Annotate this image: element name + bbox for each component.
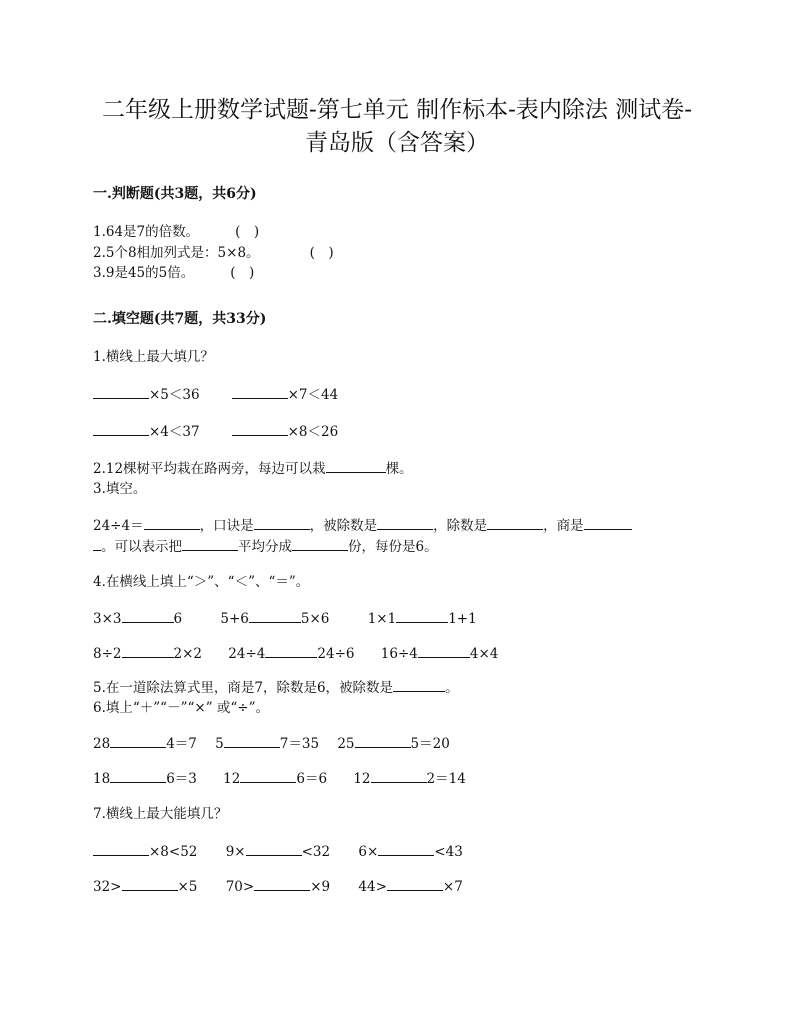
answer-blank[interactable] [93,421,149,436]
answer-blank[interactable] [249,608,301,623]
fill-q1-d: ×8＜26 [287,424,339,440]
answer-blank[interactable] [110,733,166,748]
fill-q6-row2 [93,768,466,789]
fill-q1-a: ×5＜36 [149,387,200,403]
title-line-2: 青岛版（含答案） [305,130,489,156]
answer-blank[interactable] [110,768,166,783]
operand-left: 5 [215,736,224,752]
judge-q1-text: 1.64是7的倍数。 [93,224,200,240]
answer-blank[interactable] [182,536,238,551]
ineq-right: <32 [301,844,331,860]
fill-q5-pre: 5.在一道除法算式里，商是7，除数是6，被除数是 [93,680,394,696]
fill-q1-row1 [93,384,338,405]
section2-heading: 二.填空题(共7题，共33分) [93,311,267,327]
section1-heading: 一.判断题(共3题，共6分) [93,186,257,202]
fill-q5 [93,677,459,698]
answer-blank[interactable] [144,515,200,530]
compare-right: 24÷6 [317,646,355,662]
judge-question-1 [93,222,259,242]
compare-right: 1+1 [448,611,477,627]
fill-q6-stem: 6.填上“＋”“－”“×” 或“÷”。 [93,700,270,716]
operand-right: 6＝6 [296,771,328,787]
answer-blank[interactable] [122,608,174,623]
judge-q2-paren[interactable]: ( ) [309,245,334,261]
fill-q1-row2 [93,421,338,442]
compare-right: 4×4 [469,646,499,662]
judge-q3-text: 3.9是45的5倍。 [93,265,195,281]
operand-left: 28 [93,736,111,752]
compare-right: 2×2 [173,646,202,662]
answer-blank[interactable] [396,608,448,623]
answer-blank[interactable] [292,536,348,551]
fill-q2-post: 棵。 [385,461,413,477]
compare-left: 3×3 [93,611,122,627]
operand-left: 12 [223,771,241,787]
judge-question-3 [93,263,254,283]
fill-q1-b: ×7＜44 [287,387,339,403]
fill-q3-text: 份，每份是6。 [348,539,438,555]
operand-right: 6＝3 [166,771,197,787]
compare-left: 24÷4 [228,646,266,662]
fill-q2-pre: 2.12棵树平均栽在路两旁，每边可以栽 [93,461,326,477]
ineq-right: ×9 [310,879,331,895]
operand-left: 18 [93,771,111,787]
fill-q3-text: ，口诀是 [199,518,254,534]
answer-blank[interactable] [584,515,632,530]
operand-right: 5＝20 [410,736,450,752]
fill-q3-line1 [93,515,632,536]
fill-q3-text: ，被除数是 [309,518,378,534]
answer-blank[interactable] [232,421,288,436]
answer-blank[interactable] [240,768,296,783]
compare-left: 5+6 [220,611,249,627]
fill-q7-row1 [93,841,463,862]
fill-q4-row1 [93,608,477,629]
answer-blank[interactable] [246,841,302,856]
fill-q3-text: 24÷4＝ [93,518,144,534]
fill-q5-post: 。 [445,680,459,696]
judge-q1-paren[interactable]: ( ) [235,224,260,240]
answer-blank[interactable] [232,384,288,399]
compare-left: 8÷2 [93,646,122,662]
compare-left: 1×1 [367,611,397,627]
ineq-left: 44> [358,879,387,895]
fill-q7-stem: 7.横线上最大能填几？ [93,806,228,822]
fill-q2 [93,458,413,479]
operand-right: 7＝35 [279,736,320,752]
answer-blank[interactable] [254,515,310,530]
operand-left: 12 [353,771,371,787]
answer-blank[interactable] [93,841,149,856]
fill-q1-c: ×4＜37 [149,424,200,440]
fill-q4-row2 [93,643,498,664]
fill-q6-row1 [93,733,450,754]
ineq-right: ×7 [442,879,463,895]
answer-blank[interactable] [393,677,445,692]
operand-right: 4＝7 [166,736,197,752]
answer-blank[interactable] [378,841,434,856]
fill-q3-line2 [93,536,438,557]
answer-blank-tail[interactable] [93,536,101,551]
fill-q3-text: 。可以表示把 [101,539,182,555]
judge-question-2 [93,243,334,263]
compare-right: 6 [173,611,183,627]
answer-blank[interactable] [122,643,174,658]
operand-right: 2＝14 [426,771,466,787]
ineq-left: 32> [93,879,122,895]
operand-left: 25 [337,736,355,752]
ineq-left: 70> [225,879,255,895]
fill-q3-stem: 3.填空。 [93,481,147,497]
answer-blank[interactable] [265,643,317,658]
fill-q4-stem: 4.在横线上填上“＞”、“＜”、“＝”。 [93,574,310,590]
fill-q1-stem: 1.横线上最大填几？ [93,349,214,365]
ineq-right: ×5 [177,879,198,895]
answer-blank[interactable] [326,458,386,473]
answer-blank[interactable] [371,768,427,783]
answer-blank[interactable] [418,643,470,658]
answer-blank[interactable] [93,384,149,399]
answer-blank[interactable] [377,515,433,530]
fill-q7-row2 [93,876,463,897]
answer-blank[interactable] [487,515,543,530]
compare-left: 16÷4 [380,646,418,662]
ineq-right: <43 [434,844,463,860]
fill-q3-text: ，商是 [543,518,584,534]
ineq-left: 9× [225,844,246,860]
compare-right: 5×6 [300,611,330,627]
fill-q3-text: 平均分成 [238,539,292,555]
answer-blank[interactable] [355,733,411,748]
judge-q2-text: 2.5个8相加列式是：5×8。 [93,245,260,261]
title-line-1: 二年级上册数学试题-第七单元 制作标本-表内除法 测试卷- [102,97,692,123]
answer-blank[interactable] [122,876,178,891]
ineq-right: ×8<52 [149,844,198,860]
fill-q3-text: ，除数是 [433,518,488,534]
answer-blank[interactable] [224,733,280,748]
answer-blank[interactable] [254,876,310,891]
judge-q3-paren[interactable]: ( ) [230,265,255,281]
answer-blank[interactable] [387,876,443,891]
ineq-left: 6× [358,844,379,860]
